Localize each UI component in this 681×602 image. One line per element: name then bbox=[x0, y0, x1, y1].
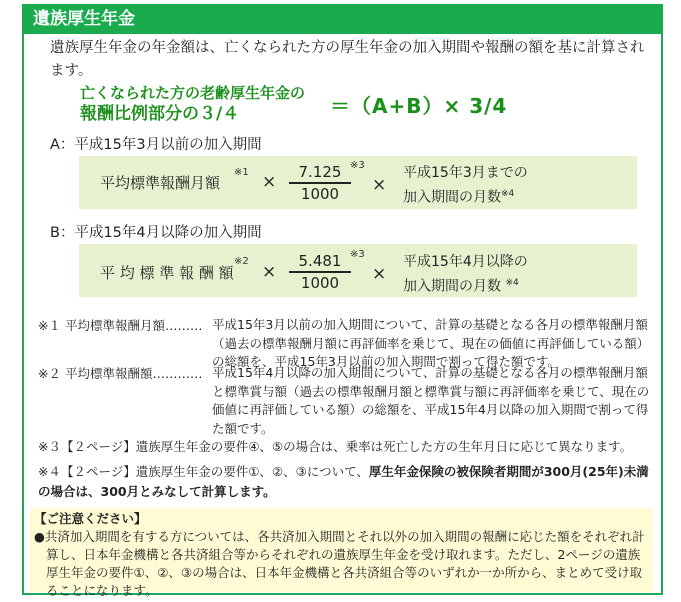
formula-a-denominator: 1000 bbox=[300, 185, 340, 203]
formula-a-right-line2 bbox=[403, 184, 528, 209]
formula-a-fraction bbox=[289, 163, 351, 204]
note-4-emphasis: 厚生年金保険の被保険者期間が300月(25年)未満の場合は、300月とみなして計算します。 bbox=[38, 464, 649, 499]
summary-label-line1: 亡くなられた方の老齢厚生年金の bbox=[80, 84, 306, 102]
section-a-label: A：平成15年3月以前の加入期間 bbox=[50, 137, 262, 153]
times-sign-icon: × bbox=[262, 262, 277, 282]
caution-text: 共済加入期間を有する方については、各共済加入期間とそれ以外の加入期間の報酬に応じた額をそれぞれ計算し、日本年金機構と各共済組合等からそれぞれの遺族厚生年金を受け取れます。ただし、2ページの遺族厚生年金の要件①、②、③の場合は、日本年金機構と各共済組合等のいずれか一か所から、まとめて受け取ることになります。 bbox=[44, 529, 645, 598]
formula-b-numerator: 5.481 bbox=[289, 252, 351, 273]
formula-b-fraction bbox=[289, 252, 351, 293]
note-4-text: ※４【２ページ】遺族厚生年金の要件①、②、③について、 bbox=[38, 464, 369, 479]
caution-box bbox=[30, 508, 653, 598]
formula-a-right-note: ※4 bbox=[501, 189, 515, 199]
formula-b-fraction-note: ※3 bbox=[350, 249, 365, 260]
caution-body bbox=[34, 528, 649, 600]
summary-equation: ＝（A+B）× 3/4 bbox=[330, 94, 508, 118]
caution-title: 【ご注意ください】 bbox=[34, 511, 147, 526]
formula-a-left-term: 平均標準報酬月額 bbox=[100, 174, 221, 192]
formula-b-right-line2-text: 加入期間の月数 bbox=[403, 278, 501, 295]
summary-label-line2: 報酬比例部分の３/４ bbox=[80, 104, 240, 124]
formula-a-numerator: 7.125 bbox=[289, 163, 351, 184]
formula-a-right-line2-text: 加入期間の月数 bbox=[403, 189, 501, 206]
intro-text: 遺族厚生年金の年金額は、亡くなられた方の厚生年金の加入期間や報酬の額を基に計算されます。 bbox=[50, 40, 645, 79]
formula-b-right-line1: 平成15年4月以降の bbox=[403, 254, 528, 270]
bullet-icon: ● bbox=[34, 529, 45, 544]
times-sign-icon: × bbox=[372, 264, 387, 284]
note-2-body: 平成15年4月以降の加入期間について、計算の基礎となる各月の標準報酬月額と標準賞与額（過去の標準報酬月額と標準賞与額に再評価率を乗じて、現在の価値に再評価している額）の総額を、平成15年4月以降の加入期間で割って得た額です。 bbox=[212, 365, 650, 436]
formula-b-right-line2 bbox=[403, 273, 528, 298]
formula-b-right-term bbox=[403, 252, 528, 298]
summary-label bbox=[80, 83, 305, 125]
formula-a-right-term bbox=[403, 163, 528, 209]
formula-a-fraction-note: ※3 bbox=[350, 160, 365, 171]
formula-b-right-note: ※4 bbox=[505, 278, 519, 288]
note-1-key: ※１ 平均標準報酬月額……… bbox=[38, 318, 203, 333]
note-1-body: 平成15年3月以前の加入期間について、計算の基礎となる各月の標準報酬月額（過去の標準報酬月額に再評価率を乗じて、現在の価値に再評価している額）の総額を、平成15年3月以前の加入期間で割って得た額です。 bbox=[212, 317, 650, 369]
formula-b-left-note: ※2 bbox=[234, 256, 249, 267]
times-sign-icon: × bbox=[262, 172, 277, 192]
formula-a-left-note: ※1 bbox=[234, 167, 249, 178]
section-title: 遺族厚生年金 bbox=[33, 9, 135, 29]
section-b-label: B：平成15年4月以降の加入期間 bbox=[50, 225, 262, 241]
formula-b-denominator: 1000 bbox=[300, 274, 340, 292]
formula-b-left-term: 平 均 標 準 報 酬 額 bbox=[100, 264, 234, 282]
section-header bbox=[22, 4, 663, 34]
note-4 bbox=[38, 462, 658, 502]
formula-a-right-line1: 平成15年3月までの bbox=[403, 165, 528, 181]
note-2-key: ※２ 平均標準報酬額………… bbox=[38, 366, 203, 381]
note-3: ※３【２ページ】遺族厚生年金の要件④、⑤の場合は、乗率は死亡した方の生年月日に応じて異なります。 bbox=[38, 439, 633, 454]
times-sign-icon: × bbox=[372, 175, 387, 195]
